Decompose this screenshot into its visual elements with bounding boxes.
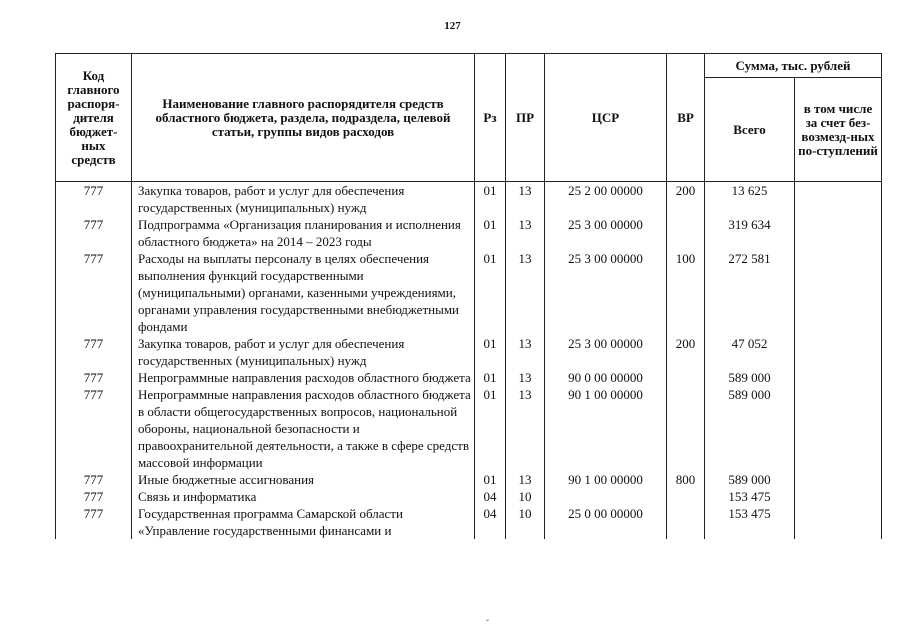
cell-pr: 10 [506, 488, 545, 505]
header-csr: ЦСР [545, 54, 667, 182]
cell-total: 589 000 [705, 471, 795, 488]
header-rz: Рз [475, 54, 506, 182]
table-row [56, 369, 882, 386]
cell-code: 777 [56, 471, 132, 488]
page-number: 127 [444, 20, 461, 32]
cell-total: 272 581 [705, 250, 795, 335]
cell-pr: 13 [506, 216, 545, 250]
cell-csr: 90 1 00 00000 [545, 471, 667, 488]
cell-rz: 01 [475, 471, 506, 488]
cell-csr: 25 3 00 00000 [545, 335, 667, 369]
cell-incl [795, 386, 882, 471]
table-row [56, 505, 882, 539]
cell-total: 153 475 [705, 488, 795, 505]
cell-total: 153 475 [705, 505, 795, 539]
cell-vr: 200 [667, 335, 705, 369]
header-total: Всего [705, 78, 795, 182]
cell-pr: 13 [506, 369, 545, 386]
table-row [56, 386, 882, 471]
cell-vr: 200 [667, 182, 705, 217]
cell-code: 777 [56, 505, 132, 539]
cell-csr: 90 0 00 00000 [545, 369, 667, 386]
cell-name: Закупка товаров, работ и услуг для обеспечения государственных (муниципальных) нужд [132, 335, 475, 369]
cell-total: 47 052 [705, 335, 795, 369]
cell-name: Связь и информатика [132, 488, 475, 505]
table-body [56, 182, 882, 540]
table-row [56, 182, 882, 217]
cell-code: 777 [56, 182, 132, 217]
cell-total: 319 634 [705, 216, 795, 250]
cell-code: 777 [56, 216, 132, 250]
cell-code: 777 [56, 250, 132, 335]
header-sum: Сумма, тыс. рублей [705, 54, 882, 78]
cell-vr [667, 369, 705, 386]
cell-rz: 01 [475, 250, 506, 335]
cell-csr: 25 0 00 00000 [545, 505, 667, 539]
cell-pr: 13 [506, 250, 545, 335]
cell-incl [795, 471, 882, 488]
table-row [56, 250, 882, 335]
cell-pr: 13 [506, 386, 545, 471]
cell-csr: 25 3 00 00000 [545, 250, 667, 335]
cell-vr [667, 216, 705, 250]
cell-rz: 04 [475, 505, 506, 539]
cell-pr: 13 [506, 335, 545, 369]
header-vr: ВР [667, 54, 705, 182]
cell-name: Расходы на выплаты персоналу в целях обеспечения выполнения функций государственными (муниципальными) органами, казенными учреждениями, органами управления государственными внебюджетными фондами [132, 250, 475, 335]
cell-csr: 25 2 00 00000 [545, 182, 667, 217]
cell-name: Непрограммные направления расходов областного бюджета в области общегосударственных вопросов, национальной обороны, национальной безопасности и правоохранительной деятельности, а также в сфере средств массовой информации [132, 386, 475, 471]
cell-rz: 01 [475, 182, 506, 217]
cell-incl [795, 488, 882, 505]
table-row [56, 216, 882, 250]
header-incl: в том числе за счет без-возмезд-ных по-ступлений [795, 78, 882, 182]
cell-name: Подпрограмма «Организация планирования и исполнения областного бюджета» на 2014 – 2023 годы [132, 216, 475, 250]
header-name: Наименование главного распорядителя средств областного бюджета, раздела, подраздела, целевой статьи, группы видов расходов [132, 54, 475, 182]
cell-vr [667, 488, 705, 505]
cell-rz: 04 [475, 488, 506, 505]
cell-name: Закупка товаров, работ и услуг для обеспечения государственных (муниципальных) нужд [132, 182, 475, 217]
table-row [56, 488, 882, 505]
cell-rz: 01 [475, 335, 506, 369]
cell-total: 13 625 [705, 182, 795, 217]
cell-rz: 01 [475, 216, 506, 250]
cell-rz: 01 [475, 369, 506, 386]
cell-code: 777 [56, 386, 132, 471]
cell-incl [795, 182, 882, 217]
cell-code: 777 [56, 369, 132, 386]
cell-name: Иные бюджетные ассигнования [132, 471, 475, 488]
cell-total: 589 000 [705, 369, 795, 386]
cell-pr: 13 [506, 182, 545, 217]
cell-incl [795, 369, 882, 386]
cell-incl [795, 505, 882, 539]
table-row [56, 471, 882, 488]
cell-csr: 90 1 00 00000 [545, 386, 667, 471]
header-code: Код главного распоря-дителя бюджет-ных средств [56, 54, 132, 182]
cell-vr: 100 [667, 250, 705, 335]
cell-vr [667, 505, 705, 539]
cell-incl [795, 335, 882, 369]
cell-name: Непрограммные направления расходов областного бюджета [132, 369, 475, 386]
cell-csr: 25 3 00 00000 [545, 216, 667, 250]
cell-name: Государственная программа Самарской области «Управление государственными финансами и [132, 505, 475, 539]
cell-incl [795, 216, 882, 250]
scan-mark: ˇ [486, 618, 489, 628]
cell-total: 589 000 [705, 386, 795, 471]
cell-csr [545, 488, 667, 505]
cell-incl [795, 250, 882, 335]
cell-rz: 01 [475, 386, 506, 471]
table-row [56, 335, 882, 369]
cell-code: 777 [56, 488, 132, 505]
cell-pr: 10 [506, 505, 545, 539]
cell-vr: 800 [667, 471, 705, 488]
budget-table [55, 53, 882, 539]
cell-pr: 13 [506, 471, 545, 488]
cell-vr [667, 386, 705, 471]
header-pr: ПР [506, 54, 545, 182]
cell-code: 777 [56, 335, 132, 369]
